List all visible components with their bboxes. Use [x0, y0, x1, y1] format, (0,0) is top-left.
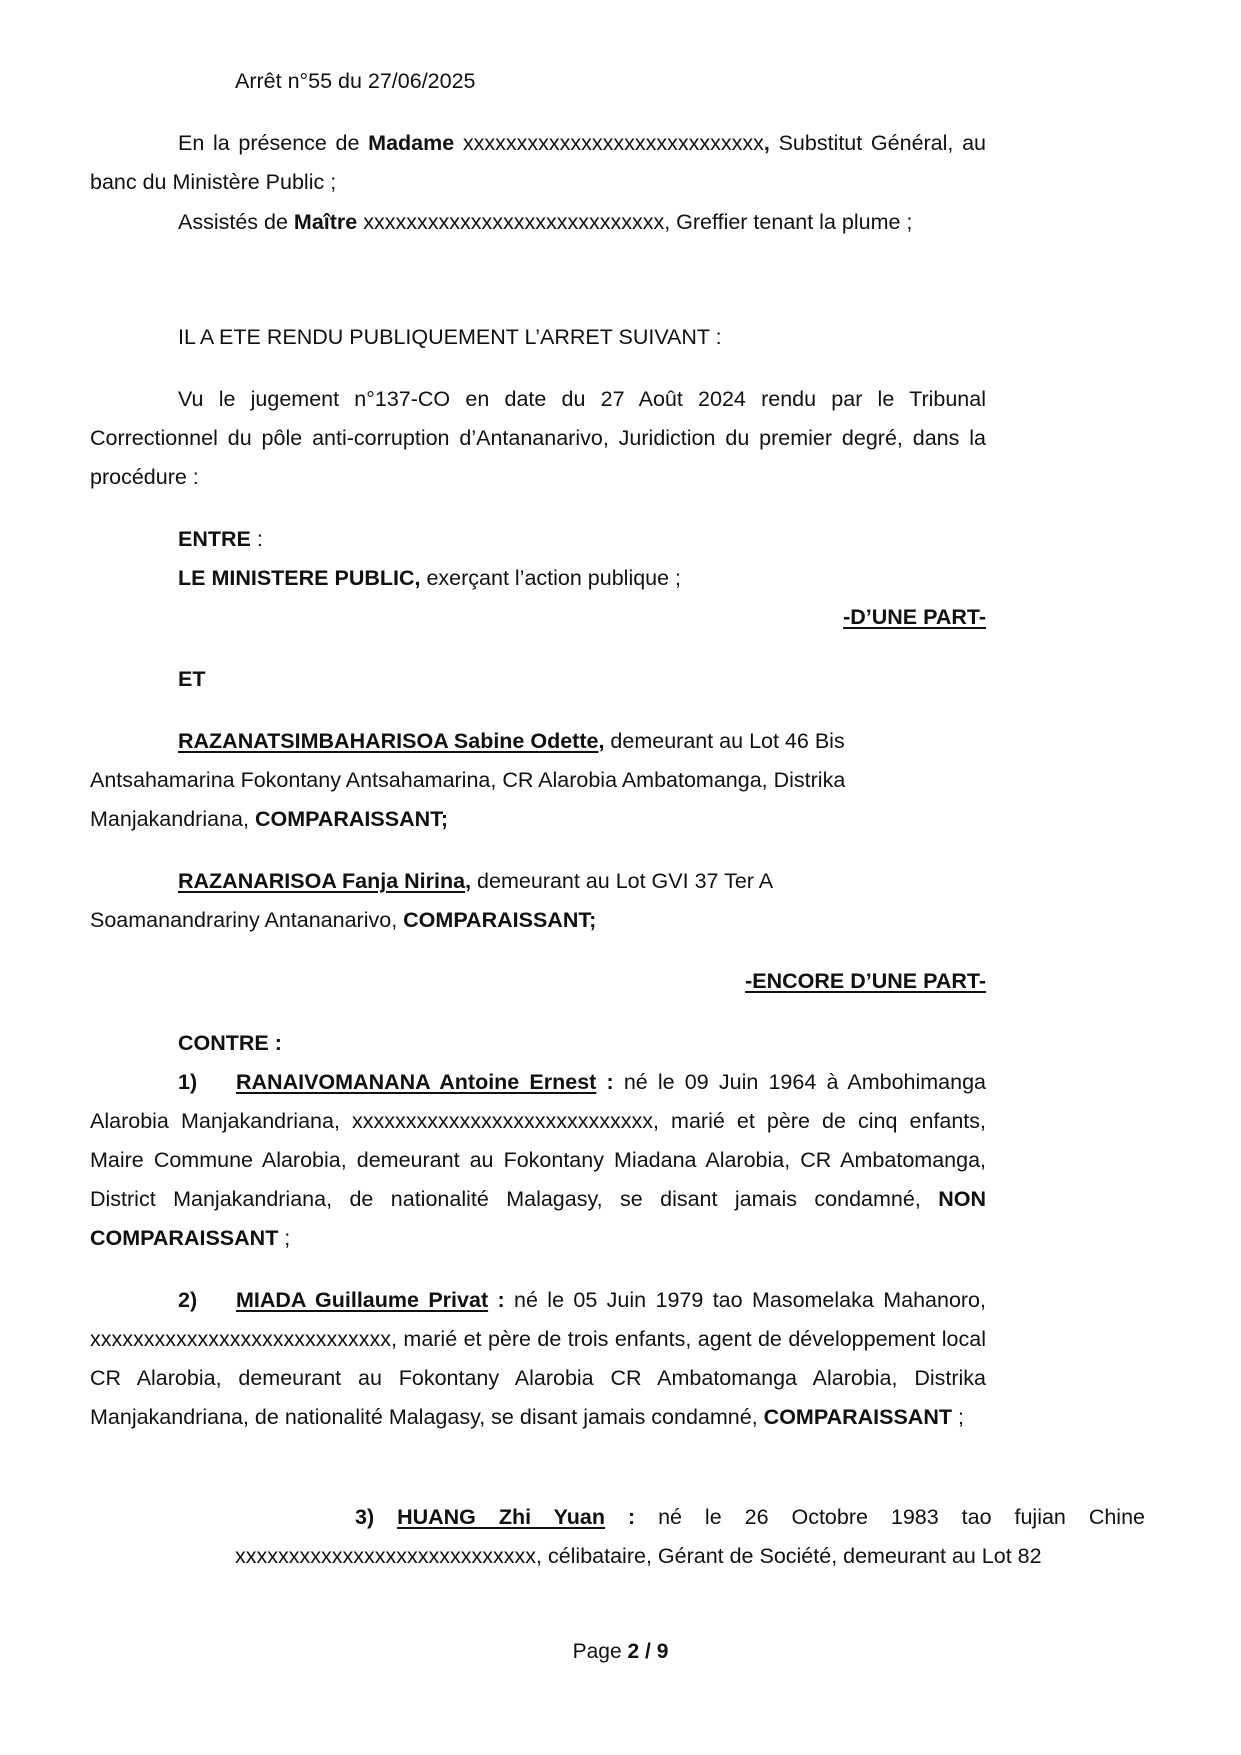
ministere-line [178, 559, 681, 598]
accused1-paragraph [90, 1063, 986, 1258]
accused2-paragraph [90, 1281, 986, 1437]
presence-comma: , [763, 131, 770, 155]
party1-address-end: Manjakandriana, [90, 807, 255, 831]
accused2-details: né le 05 Juin 1979 tao Masomelaka Mahanoro, xxxxxxxxxxxxxxxxxxxxxxxxxxxx, marié et père de trois enfants, agent de développement local CR Alarobia, demeurant au Fokontany Alarobia CR Ambatomanga Alarobia, Distrika Manjakandriana, de nationalité Malagasy, se disant jamais condamné, [90, 1288, 986, 1429]
party1-status: COMPARAISSANT; [254, 807, 449, 831]
accused3-colon: : [605, 1505, 636, 1529]
party1-line2: Antsahamarina Fokontany Antsahamarina, CR Alarobia Ambatomanga, Distrika [90, 768, 846, 792]
rendu-line: IL A ETE RENDU PUBLIQUEMENT L’ARRET SUIVANT : [178, 325, 722, 349]
party2-comma: , [465, 869, 472, 893]
assistes-role: xxxxxxxxxxxxxxxxxxxxxxxxxxxx, Greffier tenant la plume ; [357, 210, 913, 234]
party2-address-start: demeurant au Lot GVI 37 Ter A [471, 869, 774, 893]
accused2-number: 2) [178, 1288, 198, 1312]
accused3-number: 3) [355, 1505, 375, 1529]
footer-total-pages: 9 [656, 1640, 669, 1663]
accused1-end: ; [278, 1226, 291, 1250]
vu-paragraph [90, 380, 986, 497]
party1-address-start: demeurant au Lot 46 Bis [604, 729, 845, 753]
accused3-details: né le 26 Octobre 1983 tao fujian Chine xxxxxxxxxxxxxxxxxxxxxxxxxxxx, célibataire, Gérant de Société, demeurant au Lot 82 [235, 1505, 1145, 1568]
footer-prefix: Page [572, 1640, 628, 1663]
accused1-number: 1) [178, 1070, 198, 1094]
encore-part-label: -ENCORE D’UNE PART- [745, 969, 986, 993]
accused1-colon: : [596, 1070, 614, 1094]
ministere-text: exerçant l’action publique ; [420, 566, 682, 590]
party2-line2 [90, 901, 596, 940]
accused3-paragraph [235, 1498, 1145, 1576]
presence-role: Substitut Général, au banc du Ministère Public ; [90, 131, 986, 194]
party2-line1 [178, 862, 773, 901]
footer-separator: / [639, 1640, 657, 1663]
accused2-colon: : [488, 1288, 505, 1312]
presence-paragraph [90, 124, 986, 202]
contre-label: CONTRE : [178, 1031, 282, 1055]
accused1-details: né le 09 Juin 1964 à Ambohimanga Alarobia Manjakandriana, xxxxxxxxxxxxxxxxxxxxxxxxxxxx, marié et père de cinq enfants, Maire Commune Alarobia, demeurant au Fokontany Miadana Alarobia, CR Ambatomanga, District Manjakandriana, de nationalité Malagasy, se disant jamais condamné, [90, 1070, 987, 1211]
accused2-status: COMPARAISSANT [763, 1405, 952, 1429]
party2-name: RAZANARISOA Fanja Nirina [178, 869, 466, 893]
accused1-name: RANAIVOMANANA Antoine Ernest [236, 1070, 597, 1094]
dune-part-label: -D’UNE PART- [843, 605, 986, 629]
page-footer [0, 1640, 1241, 1664]
party1-line3 [90, 800, 448, 839]
dune-part-line [843, 598, 986, 637]
assistes-paragraph [90, 203, 986, 242]
et-line [178, 660, 205, 699]
presence-title: Madame [368, 131, 455, 155]
accused1-status: NON COMPARAISSANT [90, 1187, 986, 1250]
party1-line1 [178, 722, 845, 761]
assistes-title: Maître [293, 210, 358, 234]
party1-comma: , [598, 729, 605, 753]
encore-part-line [745, 962, 986, 1001]
accused2-name: MIADA Guillaume Privat [236, 1288, 489, 1312]
party1-name: RAZANATSIMBAHARISOA Sabine Odette [178, 729, 599, 753]
entre-line [178, 520, 263, 559]
party2-address-end: Soamanandrariny Antananarivo, [90, 908, 404, 932]
footer-current-page: 2 [627, 1640, 640, 1663]
entre-suffix: : [250, 527, 263, 551]
accused3-name: HUANG Zhi Yuan [397, 1505, 606, 1529]
assistes-text: Assistés de [178, 210, 294, 234]
accused2-end: ; [952, 1405, 964, 1429]
document-header: Arrêt n°55 du 27/06/2025 [235, 69, 476, 93]
entre-label: ENTRE [178, 527, 251, 551]
presence-redacted-name: xxxxxxxxxxxxxxxxxxxxxxxxxxxx [454, 131, 764, 155]
contre-line [178, 1024, 282, 1063]
et-label: ET [178, 667, 206, 691]
presence-text: En la présence de [178, 131, 369, 155]
party2-status: COMPARAISSANT; [403, 908, 597, 932]
vu-text: Vu le jugement n°137-CO en date du 27 Août 2024 rendu par le Tribunal Correctionnel du pôle anti-corruption d’Antananarivo, Juridiction du premier degré, dans la procédure : [90, 387, 986, 489]
ministere-label: LE MINISTERE PUBLIC, [178, 566, 421, 590]
